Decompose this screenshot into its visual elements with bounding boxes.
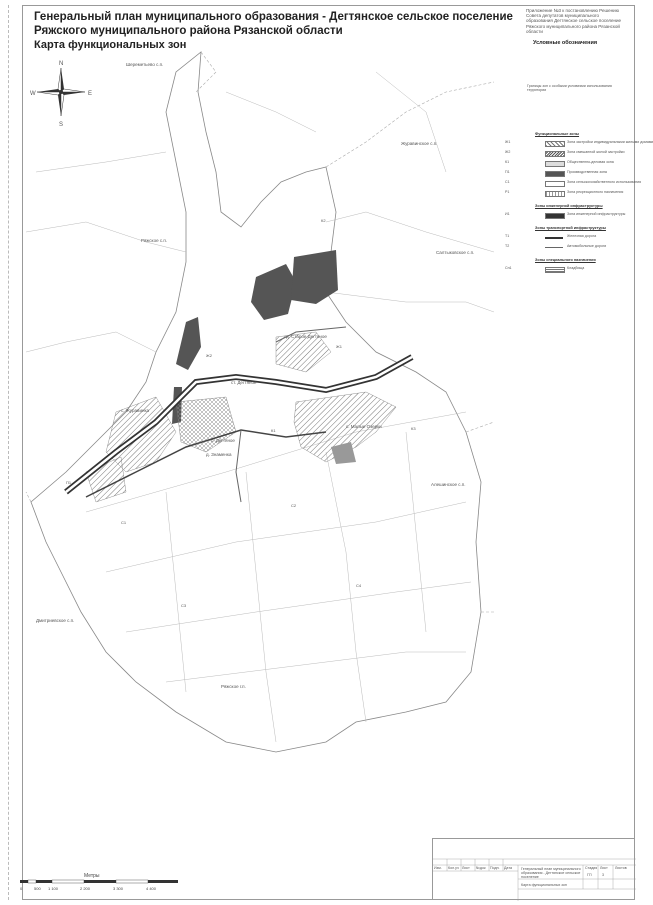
legend-swatch	[545, 237, 563, 239]
scale-tick: 2 200	[80, 886, 91, 891]
zone-code-label-3: К3	[411, 426, 416, 431]
zone-code-label-6: С2	[291, 503, 297, 508]
map-canvas[interactable]	[26, 52, 494, 787]
stamp-project: Генеральный план муниципального образования - Дегтянское сельское поселение	[521, 867, 581, 880]
legend-label: Автомобильные дороги	[567, 244, 607, 248]
legend-swatch	[545, 213, 565, 219]
stamp-field-stage: Стадия	[585, 866, 598, 870]
legend-label: Зона застройки индивидуальными жилыми домами	[567, 140, 653, 144]
stamp-field-sheets: Листов	[615, 866, 627, 870]
stamp-col-5: Дата	[504, 866, 512, 870]
neighbour-label-3: Дмитриевское с.п.	[36, 618, 75, 623]
scale-bar	[18, 872, 180, 892]
legend-code: К1	[505, 160, 510, 164]
legend-item	[505, 150, 633, 158]
legend-code: П1	[505, 170, 510, 174]
zone-dark-1[interactable]	[251, 264, 296, 320]
compass-east-label: E	[88, 91, 93, 97]
stamp-col-1: Кол.уч	[448, 866, 459, 870]
legend-label: Кладбища	[567, 266, 585, 270]
compass-rose	[37, 68, 85, 116]
legend-swatch	[545, 151, 565, 157]
legend-item	[505, 140, 653, 148]
scale-tick: 4 400	[146, 886, 157, 891]
settlement-label-0: с. Дегтяное	[211, 438, 235, 443]
neighbour-boundaries	[26, 52, 494, 612]
legend-title: Условные обозначения	[533, 40, 598, 46]
legend-label: Зона сельскохозяйственного использования	[567, 180, 642, 184]
settlement-label-5: д. Знаменка	[206, 452, 232, 457]
legend-label: Железная дорога	[567, 234, 597, 238]
legend-item	[505, 266, 633, 274]
neighbour-label-2: Алешинское с.п.	[431, 482, 466, 487]
field-boundaries	[26, 72, 494, 742]
legend-label: Зона смешанной жилой застройки	[567, 150, 625, 154]
compass-north-label: N	[59, 61, 64, 67]
zone-code-label-8: С4	[356, 583, 362, 588]
title-block	[432, 838, 635, 900]
zone-code-label-4: П1	[66, 480, 72, 485]
legend-swatch	[545, 191, 565, 197]
stamp-sheet-value: 3	[602, 873, 604, 877]
compass-west-label: W	[30, 91, 36, 97]
compass-south-label: S	[59, 122, 64, 128]
legend-item	[505, 160, 633, 168]
neighbour-label-0: Ряжское с.п.	[141, 238, 168, 243]
legend-code: И1	[505, 212, 510, 216]
zone-code-label-5: С1	[121, 520, 127, 525]
stamp-col-3: №док	[476, 866, 486, 870]
approval-note: Приложение №3 к постановлению Решению Совета депутатов муниципального образования Дегтянское сельское поселение Ряжского муниципального района Рязанской области	[526, 8, 622, 34]
settlement-label-2: с. Малые Озерки	[346, 424, 382, 429]
legend-code: С1	[505, 180, 510, 184]
legend-item	[505, 180, 642, 188]
legend-subtitle: Границы зон с особыми условиями использования территории	[527, 84, 612, 92]
cut-line	[8, 5, 9, 900]
legend-code: Р1	[505, 190, 510, 194]
stamp-field-sheet: Лист	[600, 866, 608, 870]
scale-tick: 3 300	[113, 886, 124, 891]
zone-hatch-village-4[interactable]	[176, 397, 236, 452]
legend-panel	[505, 40, 653, 280]
legend-code: Т1	[505, 234, 510, 238]
stamp-sheet-title: Карта функциональных зон	[521, 883, 567, 887]
neighbour-label-4: Журавинское с.п.	[401, 141, 438, 146]
stamp-col-4: Подп.	[490, 866, 500, 870]
legend-item	[505, 244, 633, 252]
legend-code: Сп1	[505, 266, 512, 270]
legend-section-heading-2: Зоны транспортной инфраструктуры	[535, 226, 606, 230]
legend-swatch	[545, 141, 565, 147]
zone-code-label-2: Ж1	[336, 344, 342, 349]
map-subtitle: Карта функциональных зон	[34, 39, 187, 51]
legend-item	[505, 234, 633, 242]
legend-section-heading-1: Зоны инженерной инфраструктуры	[535, 204, 603, 208]
legend-code: Ж1	[505, 140, 511, 144]
legend-swatch	[545, 171, 565, 177]
neighbour-label-6: Салтыковское с.п.	[436, 250, 475, 255]
title-line-1: Генеральный план муниципального образования - Дегтянское сельское поселение	[34, 11, 513, 23]
zone-code-label-9: К1	[271, 428, 276, 433]
stamp-col-2: Лист	[462, 866, 470, 870]
scale-label: Метры	[84, 873, 100, 879]
stamp-col-0: Изм.	[434, 866, 442, 870]
legend-section-heading-3: Зоны специального назначения	[535, 258, 596, 262]
settlement-label-4: ст. Дегтяное	[231, 380, 257, 385]
zone-code-label-0: К2	[321, 218, 326, 223]
legend-swatch	[545, 247, 563, 248]
neighbour-label-5: Шереметьево с.п.	[126, 62, 164, 67]
settlement-boundary	[31, 52, 481, 752]
legend-code: Ж2	[505, 150, 511, 154]
road-local-1[interactable]	[236, 430, 241, 502]
legend-code: Т2	[505, 244, 510, 248]
scale-tick: 0	[20, 886, 23, 891]
title-line-2: Ряжского муниципального района Рязанской области	[34, 25, 343, 37]
settlement-label-3: д. Старое Дегтяное	[286, 334, 327, 339]
stamp-stage-value: ГП	[587, 873, 592, 877]
zone-code-label-7: С3	[181, 603, 187, 608]
legend-label: Зона рекреационного назначения	[567, 190, 624, 194]
map-title	[34, 10, 513, 38]
legend-item	[505, 190, 633, 198]
settlement-label-1: с. Журавинка	[121, 408, 150, 413]
legend-swatch	[545, 267, 565, 273]
scale-tick: 1 100	[48, 886, 59, 891]
legend-label: Общественно-деловая зона	[567, 160, 614, 164]
zone-dark-2[interactable]	[291, 250, 338, 304]
neighbour-label-1: Ряжское г.п.	[221, 684, 246, 689]
legend-label: Производственная зона	[567, 170, 607, 174]
legend-item	[505, 212, 633, 220]
legend-label: Зона инженерной инфраструктуры	[567, 212, 626, 216]
zone-dark-3[interactable]	[176, 317, 201, 370]
scale-tick: 500	[34, 886, 41, 891]
legend-swatch	[545, 181, 565, 187]
legend-item	[505, 170, 633, 178]
legend-section-heading-0: Функциональные зоны	[535, 132, 580, 136]
zone-code-label-1: Ж2	[206, 353, 212, 358]
legend-swatch	[545, 161, 565, 167]
